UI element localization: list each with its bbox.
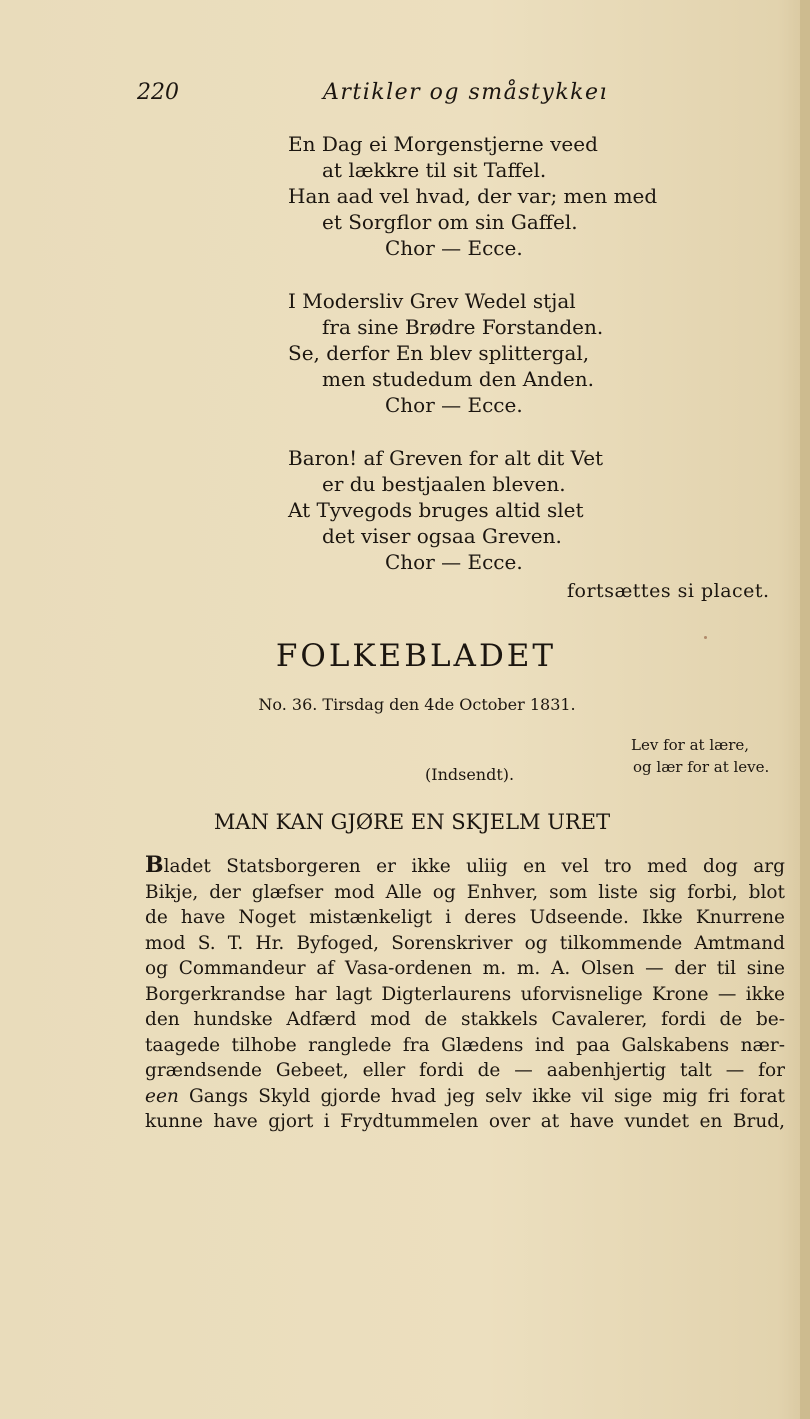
chorus-line: Chor — Ecce.: [385, 393, 523, 417]
body-line: [145, 1084, 785, 1110]
body-line: den hundske Adfærd mod de stakkels Cavalerer, fordi de be-: [145, 1009, 785, 1030]
verse-line: Baron! af Greven for alt dit Vet: [288, 446, 604, 470]
body-line: [145, 853, 785, 880]
verse-line: At Tyvegods bruges altid slet: [288, 498, 584, 522]
body-line: Borgerkrandse har lagt Digterlaurens uforvisnelige Krone — ikke: [145, 983, 785, 1005]
motto-line: Lev for at lære,: [631, 736, 750, 754]
body-line: Bikje, der glæfser mod Alle og Enhver, som liste sig forbi, blot: [145, 881, 785, 903]
verse-line: Se, derfor En blev splittergal,: [288, 341, 590, 365]
chorus-line: Chor — Ecce.: [385, 236, 523, 260]
verse-line: fra sine Brødre Forstanden.: [322, 315, 604, 339]
stanza: [288, 131, 758, 261]
running-title: Artikler og småstykkeı: [323, 80, 609, 105]
verse-line: et Sorgflor om sin Gaffel.: [322, 210, 578, 234]
drop-cap: B: [145, 852, 164, 878]
article-headline: MAN KAN GJØRE EN SKJELM URET: [213, 810, 611, 834]
newspaper-masthead: FOLKEBLADET: [275, 638, 557, 674]
page-header: [0, 80, 810, 114]
motto-line: og lær for at leve.: [633, 758, 770, 776]
emphasis-word: een: [145, 1085, 179, 1107]
body-line-text: Gangs Skyld gjorde hvad jeg selv ikke vil sige mig fri forat: [178, 1085, 785, 1107]
page-number: 220: [137, 80, 179, 105]
motto: [631, 734, 769, 778]
poem: [288, 131, 758, 602]
verse-line: det viser ogsaa Greven.: [322, 524, 562, 548]
submitted-label: (Indsendt).: [425, 765, 515, 784]
body-line: og Commandeur af Vasa-ordenen m. m. A. Olsen — der til sine: [145, 958, 785, 979]
stanza: [288, 445, 758, 575]
article-body: [145, 853, 785, 1135]
verse-line: Han aad vel hvad, der var; men med: [288, 184, 658, 208]
verse-line: at lækkre til sit Taffel.: [322, 158, 547, 182]
body-line: kunne have gjort i Frydtummelen over at have vundet en Brud,: [145, 1111, 785, 1132]
body-line: mod S. T. Hr. Byfoged, Sorenskriver og tilkommende Amtmand: [145, 932, 785, 954]
continued-note: fortsættes si placet.: [567, 580, 770, 602]
verse-line: er du bestjaalen bleven.: [322, 472, 566, 496]
body-line: grændsende Gebeet, eller fordi de — aabenhjertig talt — for: [145, 1060, 785, 1081]
body-line: taagede tilhobe ranglede fra Glædens ind paa Galskabens nær-: [145, 1034, 785, 1056]
body-line: de have Noget mistænkeligt i deres Udseende. Ikke Knurrene: [145, 907, 785, 928]
issue-line: No. 36. Tirsdag den 4de October 1831.: [258, 695, 576, 714]
stanza: [288, 288, 758, 418]
body-line-text: ladet Statsborgeren er ikke uliig en vel tro med dog arg: [163, 856, 785, 877]
verse-line: I Modersliv Grev Wedel stjal: [288, 289, 576, 313]
chorus-line: Chor — Ecce.: [385, 550, 523, 574]
verse-line: men studedum den Anden.: [322, 367, 594, 391]
verse-line: En Dag ei Morgenstjerne veed: [288, 132, 598, 156]
